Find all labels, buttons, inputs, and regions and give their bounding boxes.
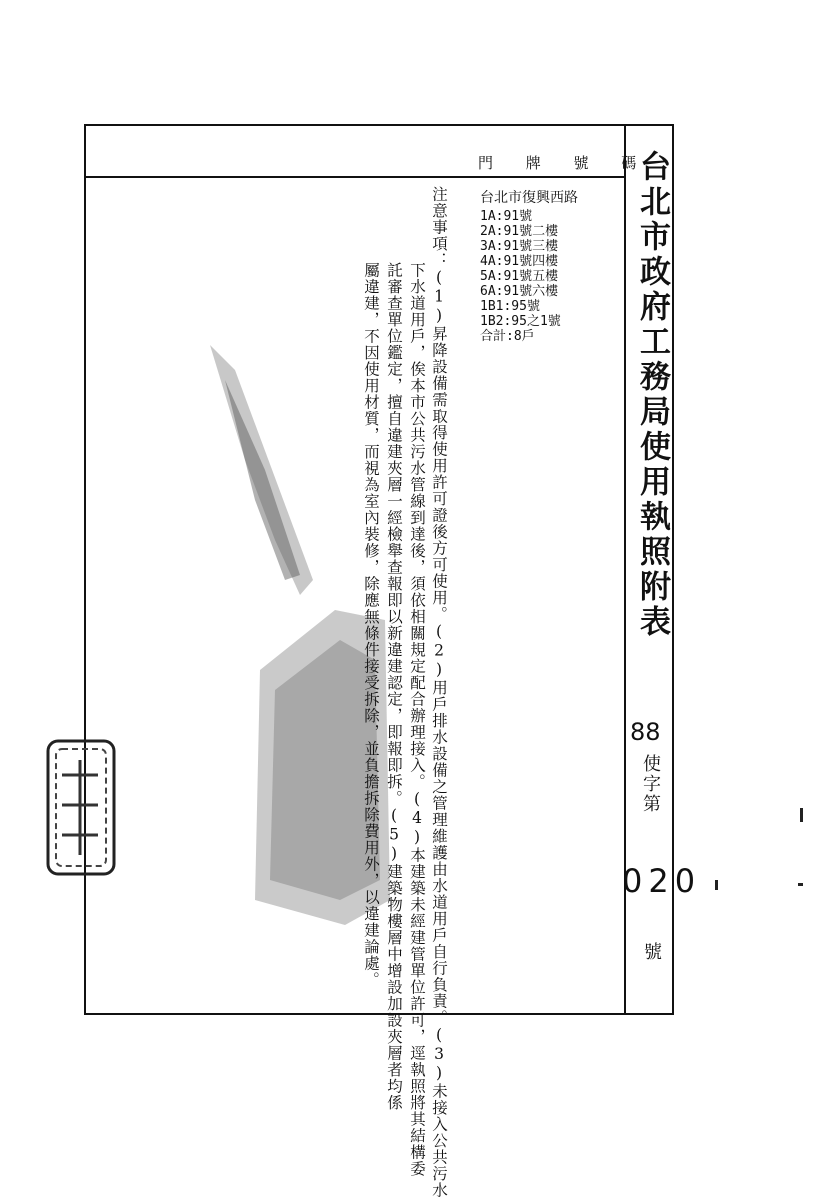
scan-speck xyxy=(715,880,718,890)
address-column-header: 門 牌 號 碼 xyxy=(478,154,651,172)
header-row-divider xyxy=(84,176,625,178)
seal-stamp xyxy=(42,735,120,880)
note-column-1: 注意事項：(1)昇降設備需取得使用許可證後方可使用。(2)用戶排水設備之管理維護由水道用戶自行負責。(3)未接入公共污水 xyxy=(430,186,448,1199)
address-row: 1B2:95之1號 xyxy=(480,314,561,329)
address-row: 1A:91號 xyxy=(480,209,533,224)
address-row: 4A:91號四樓 xyxy=(480,254,559,269)
note-column-4: 屬違建，不因使用材質，而視為室內裝修，除應無條件接受拆除，並負擔拆除費用外，以違建論處。 xyxy=(362,262,380,988)
note-column-3: 託審查單位鑑定，擅自違建夾層一經檢舉查報即以新違建認定，即報即拆。(5)建築物樓層中增設加設夾層者均係 xyxy=(385,262,403,1111)
license-prefix: 使字第 xyxy=(640,754,661,814)
license-year: 88 xyxy=(630,718,661,746)
scan-speck xyxy=(800,808,803,822)
address-row: 6A:91號六樓 xyxy=(480,284,559,299)
address-row: 1B1:95號 xyxy=(480,299,540,314)
note-column-2: 下水道用戶，俟本市公共污水管線到達後，須依相關規定配合辦理接入。(4)本建築未經建管單位許可，逕執照將其結構委 xyxy=(408,262,426,1177)
street-name: 台北市復興西路 xyxy=(480,190,578,206)
document-title: 台北市政府工務局使用執照附表 xyxy=(634,150,670,640)
address-row: 3A:91號三樓 xyxy=(480,239,559,254)
address-total: 合計:8戶 xyxy=(480,329,535,344)
license-suffix: 號 xyxy=(641,942,662,960)
address-row: 5A:91號五樓 xyxy=(480,269,559,284)
license-number: 020 xyxy=(622,862,702,900)
scan-speck xyxy=(798,883,803,886)
stamp-shard-upper xyxy=(205,340,315,600)
address-row: 2A:91號二樓 xyxy=(480,224,559,239)
